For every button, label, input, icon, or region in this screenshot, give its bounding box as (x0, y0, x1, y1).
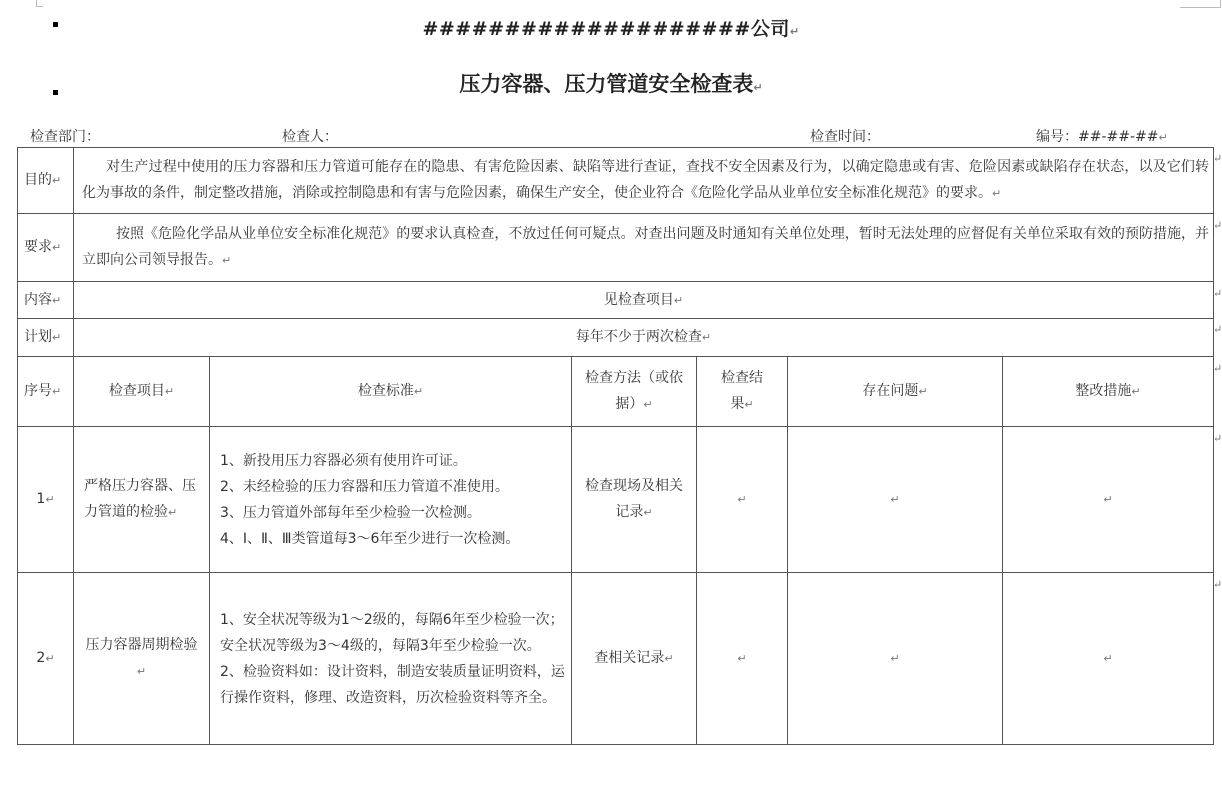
inspection-table (17, 147, 1214, 745)
plan-row (18, 319, 1214, 357)
row-item: 压力容器周期检验↵ (74, 573, 210, 745)
row-item: 严格压力容器、压力管道的检验↵ (74, 427, 210, 573)
purpose-row (18, 148, 1214, 214)
table-row (18, 427, 1214, 573)
purpose-label: 目的↵ (18, 148, 74, 214)
inspection-dept-label: 检查部门： (30, 129, 100, 145)
document-number: 编号：##-##-##↵ (1036, 129, 1168, 145)
requirement-text: 按照《危险化学品从业单位安全标准化规范》的要求认真检查，不放过任何可疑点。对查出问题及时通知有关单位处理，暂时无法处理的应督促有关单位采取有效的预防措施，并立即向公司领导报告。↵ (74, 214, 1214, 282)
row-problem[interactable]: ↵ (788, 427, 1003, 573)
standard-line: 1、新投用压力容器必须有使用许可证。 (220, 452, 467, 469)
row-measure[interactable]: ↵ (1003, 427, 1214, 573)
requirement-label: 要求↵ (18, 214, 74, 282)
row-problem[interactable]: ↵ (788, 573, 1003, 745)
row-result[interactable]: ↵ (697, 427, 788, 573)
inspector-label: 检查人： (282, 129, 338, 145)
col-header-measure: 整改措施↵ (1003, 357, 1214, 427)
content-value: 见检查项目↵ (74, 282, 1214, 319)
purpose-text: 对生产过程中使用的压力容器和压力管道可能存在的隐患、有害危险因素、缺陷等进行查证，查找不安全因素及行为，以确定隐患或有害、危险因素或缺陷存在状态，以及它们转化为事故的条件，制定整改措施，消除或控制隐患和有害与危险因素，确保生产安全，使企业符合《危险化学品从业单位安全标准化规范》的要求。↵ (74, 148, 1214, 214)
content-row (18, 282, 1214, 319)
column-header-row (18, 357, 1214, 427)
col-header-item: 检查项目↵ (74, 357, 210, 427)
page-corner-mark-right (1180, 0, 1221, 8)
row-end-mark: ↵ (1213, 323, 1222, 336)
row-end-mark: ↵ (1213, 432, 1222, 445)
page-corner-mark-left (36, 0, 43, 7)
row-seq: 2↵ (18, 573, 74, 745)
row-end-mark: ↵ (1213, 362, 1222, 375)
row-standard (210, 427, 572, 573)
standard-line: 2、检验资料如：设计资料，制造安装质量证明资料，运行操作资料，修理、改造资料，历次检验资料等齐全。 (220, 663, 565, 706)
row-end-mark: ↵ (1213, 578, 1222, 591)
standard-line: 1、安全状况等级为1～2级的，每隔6年至少检验一次；安全状况等级为3～4级的，每隔3年至少检验一次。 (220, 611, 564, 654)
standard-line: 2、未经检验的压力容器和压力管道不准使用。 (220, 478, 509, 495)
company-name: ####################公司↵ (422, 18, 800, 40)
requirement-row (18, 214, 1214, 282)
plan-label: 计划↵ (18, 319, 74, 357)
col-header-problem: 存在问题↵ (788, 357, 1003, 427)
row-measure[interactable]: ↵ (1003, 573, 1214, 745)
col-header-method: 检查方法（或依据）↵ (572, 357, 697, 427)
col-header-standard: 检查标准↵ (210, 357, 572, 427)
row-standard (210, 573, 572, 745)
col-header-seq: 序号↵ (18, 357, 74, 427)
standard-line: 3、压力管道外部每年至少检验一次检测。 (220, 504, 481, 521)
row-end-mark: ↵ (1213, 152, 1222, 165)
row-end-mark: ↵ (1213, 219, 1222, 232)
inspection-time-label: 检查时间： (810, 129, 880, 145)
document-title: 压力容器、压力管道安全检查表↵ (459, 71, 763, 96)
row-result[interactable]: ↵ (697, 573, 788, 745)
col-header-result: 检查结果↵ (697, 357, 788, 427)
standard-line: 4、Ⅰ、Ⅱ、Ⅲ类管道每3～6年至少进行一次检测。 (220, 530, 520, 547)
table-row (18, 573, 1214, 745)
row-method: 检查现场及相关记录↵ (572, 427, 697, 573)
row-method: 查相关记录↵ (572, 573, 697, 745)
row-end-mark: ↵ (1213, 287, 1222, 300)
content-label: 内容↵ (18, 282, 74, 319)
plan-value: 每年不少于两次检查↵ (74, 319, 1214, 357)
row-seq: 1↵ (18, 427, 74, 573)
